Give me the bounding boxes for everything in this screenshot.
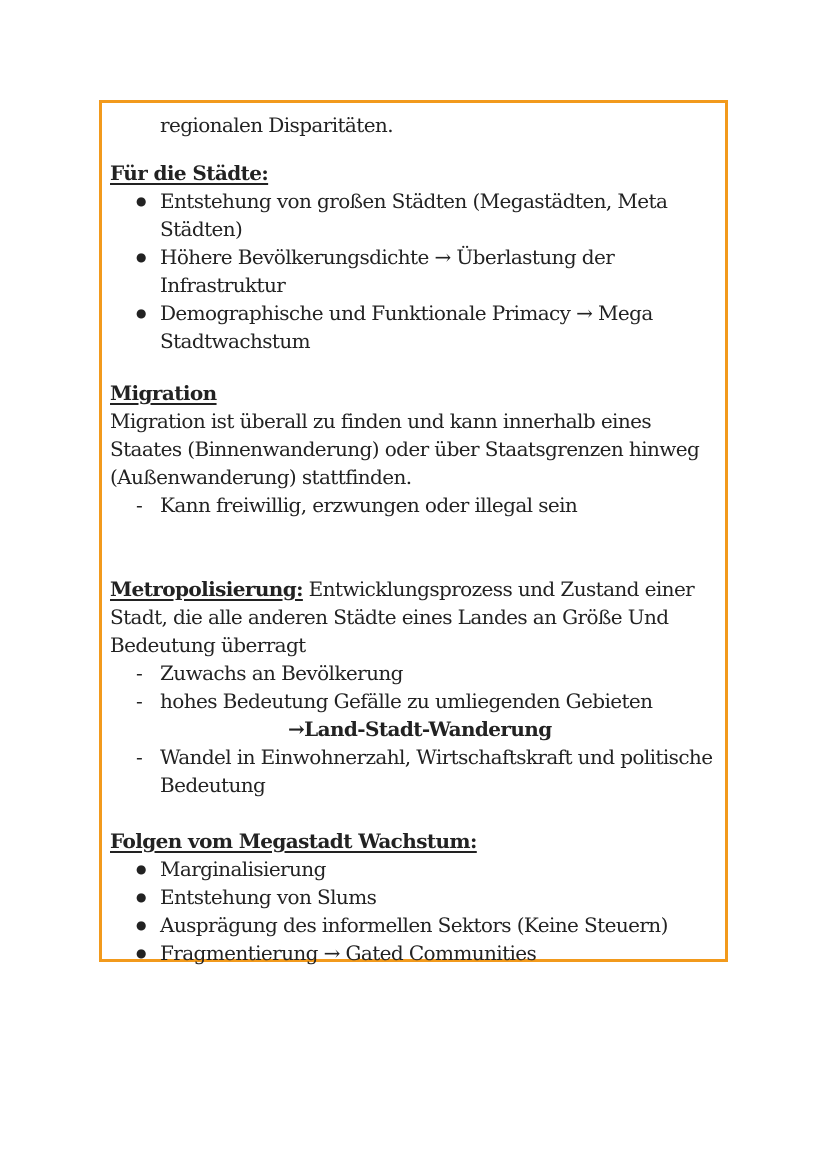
dash-item: - Wandel in Einwohnerzahl, Wirtschaftskraft und politische bbox=[110, 743, 725, 771]
list-item-continuation: Städten) bbox=[160, 217, 243, 241]
paragraph-line: Migration ist überall zu finden und kann innerhalb eines bbox=[110, 409, 652, 433]
paragraph-line: (Außenwanderung) stattfinden. bbox=[110, 465, 412, 489]
paragraph-line: Bedeutung überragt bbox=[110, 633, 306, 657]
list-item: ● Höhere Bevölkerungsdichte → Überlastung der bbox=[110, 243, 725, 271]
list-item: ● Entstehung von Slums bbox=[110, 883, 725, 911]
list-item: ● Entstehung von großen Städten (Megastädten, Meta bbox=[110, 187, 725, 215]
dash-item-continuation: Bedeutung bbox=[160, 773, 266, 797]
section-heading-staedte: Für die Städte: bbox=[110, 161, 269, 185]
dash-item: - hohes Bedeutung Gefälle zu umliegenden Gebieten bbox=[110, 687, 725, 715]
definition-text: Entwicklungsprozess und Zustand einer bbox=[302, 577, 695, 601]
document-body bbox=[110, 103, 725, 967]
list-item: ● Ausprägung des informellen Sektors (Keine Steuern) bbox=[110, 911, 725, 939]
list-item-continuation: Infrastruktur bbox=[160, 273, 286, 297]
content-frame bbox=[99, 100, 728, 965]
list-item: ● Demographische und Funktionale Primacy → Mega bbox=[110, 299, 725, 327]
list-item: ● Fragmentierung → Gated Communities bbox=[110, 939, 725, 967]
section-heading-folgen: Folgen vom Megastadt Wachstum: bbox=[110, 829, 477, 853]
staedte-list bbox=[110, 187, 725, 355]
dash-item: - Zuwachs an Bevölkerung bbox=[110, 659, 725, 687]
metropolisierung-line-1 bbox=[110, 575, 725, 603]
arrow-conclusion: →Land-Stadt-Wanderung bbox=[288, 717, 552, 741]
dash-item: - Kann freiwillig, erzwungen oder illegal sein bbox=[110, 491, 725, 519]
paragraph-line: Staates (Binnenwanderung) oder über Staatsgrenzen hinweg bbox=[110, 437, 700, 461]
section-heading-metropolisierung: Metropolisierung: bbox=[110, 577, 303, 601]
list-item: ● Marginalisierung bbox=[110, 855, 725, 883]
paragraph-line: Stadt, die alle anderen Städte eines Landes an Größe Und bbox=[110, 605, 669, 629]
intro-continuation: regionalen Disparitäten. bbox=[160, 113, 393, 137]
list-item-continuation: Stadtwachstum bbox=[160, 329, 310, 353]
folgen-list bbox=[110, 855, 725, 967]
section-heading-migration: Migration bbox=[110, 381, 217, 405]
